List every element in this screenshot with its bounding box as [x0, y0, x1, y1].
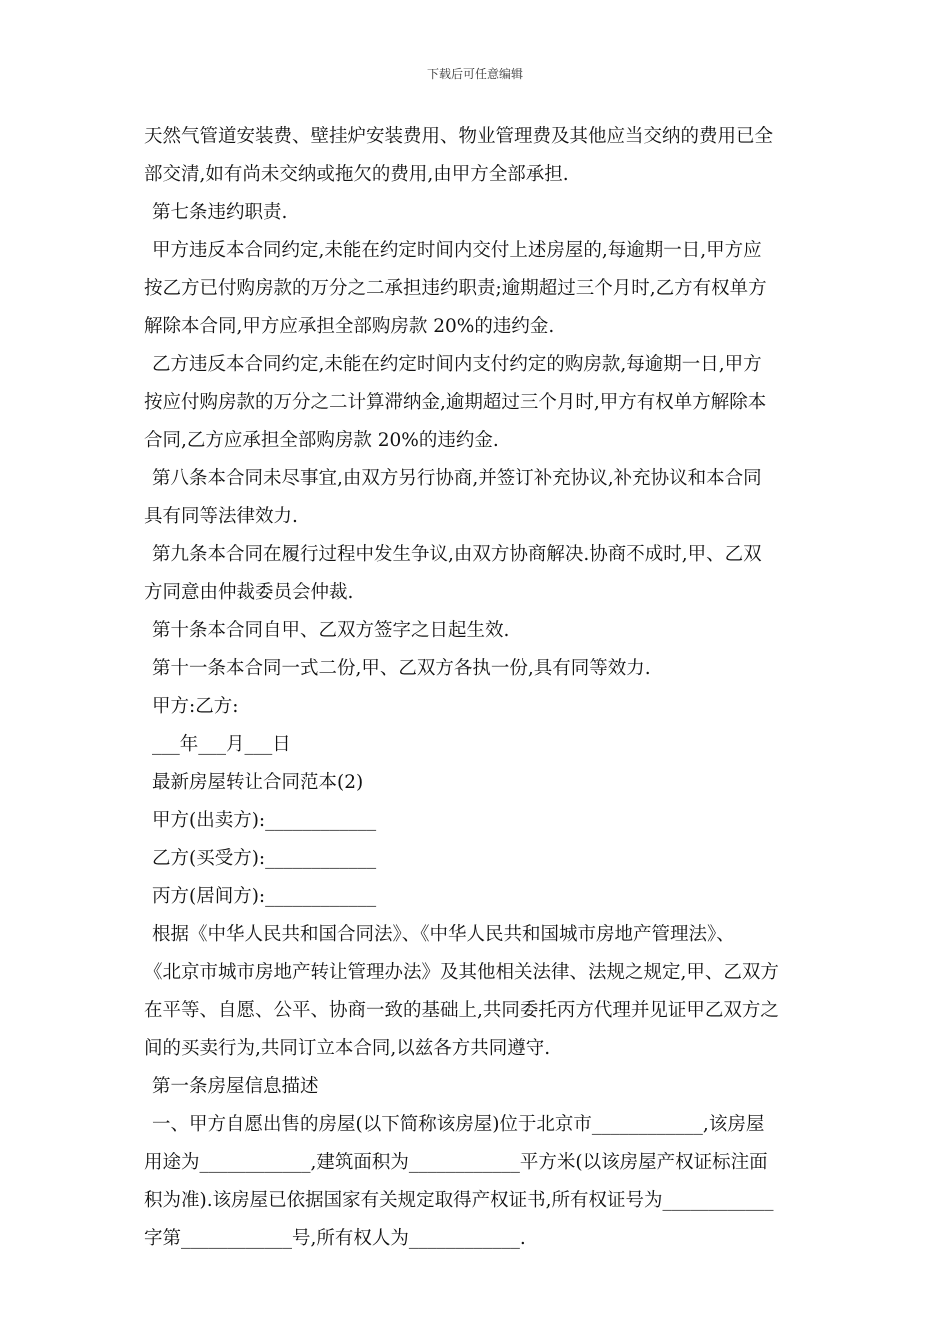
text-line: 解除本合同,甲方应承担全部购房款 20%的违约金. — [144, 316, 555, 337]
text-line: 甲方违反本合同约定,未能在约定时间内交付上述房屋的,每逾期一日,甲方应 — [152, 240, 762, 261]
text-line: 《北京市城市房地产转让管理办法》及其他相关法律、法规之规定,甲、乙双方 — [144, 962, 779, 983]
section-title: 最新房屋转让合同范本(2) — [152, 772, 364, 793]
text-line: 天然气管道安装费、壁挂炉安装费用、物业管理费及其他应当交纳的费用已全 — [144, 126, 774, 147]
text-line: 合同,乙方应承担全部购房款 20%的违约金. — [144, 430, 499, 451]
text-line: 间的买卖行为,共同订立本合同,以兹各方共同遵守. — [144, 1038, 551, 1059]
document-body — [144, 118, 812, 1258]
text-line: 积为准).该房屋已依据国家有关规定取得产权证书,所有权证号为____________ — [144, 1190, 774, 1211]
text-line: 具有同等法律效力. — [144, 506, 298, 527]
party-a-field: 甲方(出卖方):____________ — [152, 810, 377, 831]
text-line: 按乙方已付购房款的万分之二承担违约职责;逾期超过三个月时,乙方有权单方 — [144, 278, 767, 299]
article-heading: 第一条房屋信息描述 — [152, 1076, 319, 1097]
article-heading: 第八条本合同未尽事宜,由双方另行协商,并签订补充协议,补充协议和本合同 — [152, 468, 762, 489]
signature-parties: 甲方:乙方: — [152, 696, 239, 717]
page-header: 下载后可任意编辑 — [426, 67, 523, 81]
text-line: 乙方违反本合同约定,未能在约定时间内支付约定的购房款,每逾期一日,甲方 — [152, 354, 762, 375]
party-c-field: 丙方(居间方):____________ — [152, 886, 377, 907]
article-heading: 第十一条本合同一式二份,甲、乙双方各执一份,具有同等效力. — [152, 658, 651, 679]
text-line: 用途为____________,建筑面积为____________平方米(以该房屋产权证标注面 — [144, 1152, 768, 1173]
article-heading: 第九条本合同在履行过程中发生争议,由双方协商解决.协商不成时,甲、乙双 — [152, 544, 762, 565]
article-heading: 第十条本合同自甲、乙双方签字之日起生效. — [152, 620, 510, 641]
party-b-field: 乙方(买受方):____________ — [152, 848, 377, 869]
text-line: 部交清,如有尚未交纳或拖欠的费用,由甲方全部承担. — [144, 164, 569, 185]
text-line: 方同意由仲裁委员会仲裁. — [144, 582, 354, 603]
article-heading: 第七条违约职责. — [152, 202, 288, 223]
text-line: 一、甲方自愿出售的房屋(以下简称该房屋)位于北京市____________,该房屋 — [152, 1114, 765, 1135]
text-line: 字第____________号,所有权人为____________. — [144, 1228, 526, 1249]
text-line: 按应付购房款的万分之二计算滞纳金,逾期超过三个月时,甲方有权单方解除本 — [144, 392, 767, 413]
text-line: 在平等、自愿、公平、协商一致的基础上,共同委托丙方代理并见证甲乙双方之 — [144, 1000, 779, 1021]
signature-date: ___年___月___日 — [152, 734, 291, 755]
text-line: 根据《中华人民共和国合同法》、《中华人民共和国城市房地产管理法》、 — [152, 924, 735, 945]
